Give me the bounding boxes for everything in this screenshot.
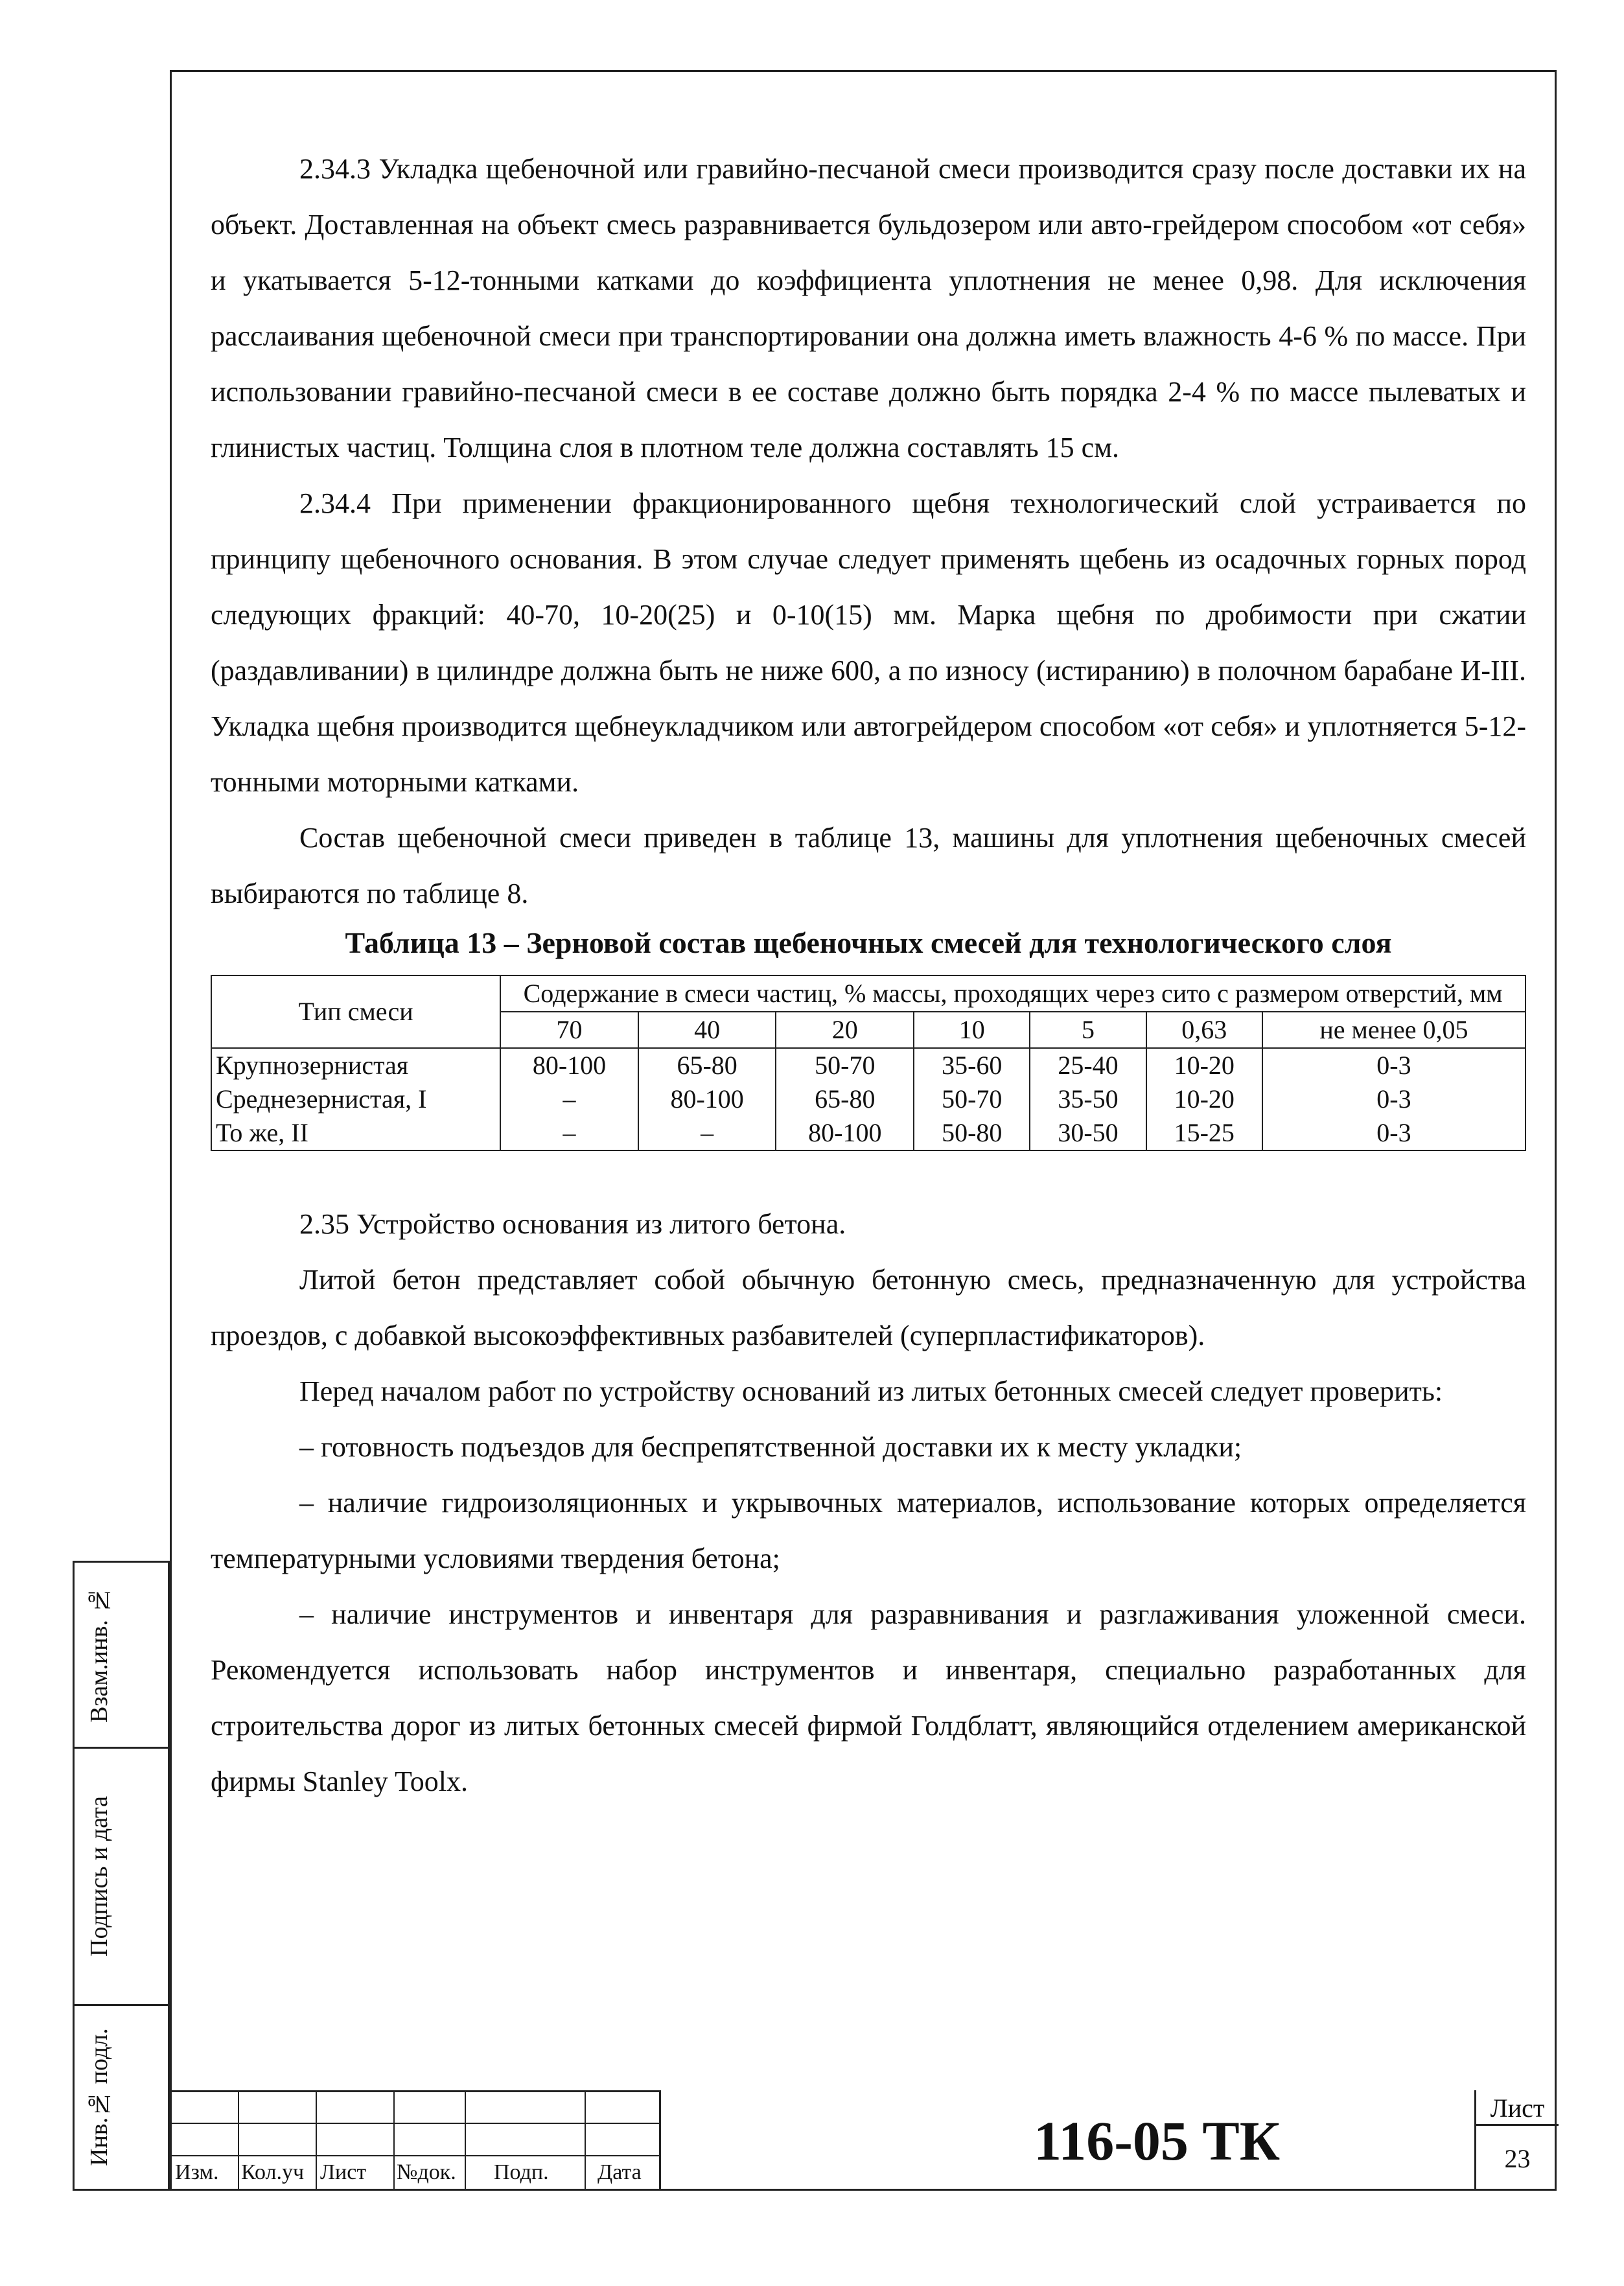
side-label-podpis: Подпись и дата	[86, 1795, 113, 1957]
list-item: – готовность подъездов для беспрепятственной доставки их к месту укладки;	[299, 1431, 1242, 1463]
table-row	[211, 1116, 1525, 1150]
paragraph-2-34-4: 2.34.4 При применении фракционированного щебня технологический слой устраивается по принципу щебеночного основания. В этом случае следует применять щебень из осадочных горных пород следующих фракций: 40-70, 10-20(25) и 0-10(15) мм. Марка щебня по дробимости при сжатии (раздавливании) в цилиндре должна быть не ниже 600, а по износу (истиранию) в полочном барабане И-III. Укладка щебня производится щебнеукладчиком или автогрейдером способом «от себя» и уплотняется 5-12-тонными моторными катками.	[211, 487, 1526, 798]
side-cell-vzam	[73, 1561, 170, 1749]
col-type-header: Тип смеси	[211, 975, 500, 1048]
cell-type: Крупнозернистая	[211, 1048, 500, 1082]
col-size: 70	[500, 1012, 638, 1048]
stamp-ndok: №док.	[397, 2160, 456, 2184]
document-code: 116-05 ТК	[1033, 2109, 1281, 2172]
cell-value: 50-70	[776, 1048, 914, 1082]
stamp-podp: Подп.	[494, 2160, 549, 2184]
table-row	[211, 1048, 1525, 1082]
col-size: не менее 0,05	[1262, 1012, 1525, 1048]
cell-value: 50-70	[914, 1082, 1030, 1116]
cell-value: 80-100	[638, 1082, 776, 1116]
cell-value: 80-100	[776, 1116, 914, 1150]
side-stamp	[73, 1561, 170, 2191]
stamp-list: Лист	[320, 2160, 367, 2184]
cell-value: 35-50	[1030, 1082, 1146, 1116]
cell-value: 35-60	[914, 1048, 1030, 1082]
cell-value: –	[638, 1116, 776, 1150]
side-cell-podpis	[73, 1747, 170, 2006]
sheet-box	[1474, 2090, 1559, 2191]
col-group-header: Содержание в смеси частиц, % массы, проходящих через сито с размером отверстий, мм	[500, 975, 1525, 1012]
table-13	[211, 975, 1526, 1151]
side-label-vzam: Взам.инв. №	[86, 1586, 113, 1723]
col-size: 10	[914, 1012, 1030, 1048]
stamp-data: Дата	[597, 2160, 642, 2184]
cell-value: 15-25	[1146, 1116, 1262, 1150]
title-block	[170, 2090, 1557, 2191]
cell-value: 80-100	[500, 1048, 638, 1082]
paragraph-check-list: Перед началом работ по устройству оснований из литых бетонных смесей следует проверить:	[299, 1375, 1443, 1407]
cell-value: 0-3	[1262, 1116, 1525, 1150]
cell-value: –	[500, 1116, 638, 1150]
paragraph-table-ref: Состав щебеночной смеси приведен в таблице 13, машины для уплотнения щебеночных смесей выбираются по таблице 8.	[211, 822, 1526, 909]
side-cell-inv	[73, 2004, 170, 2191]
col-size: 0,63	[1146, 1012, 1262, 1048]
cell-value: 50-80	[914, 1116, 1030, 1150]
col-size: 20	[776, 1012, 914, 1048]
list-item: – наличие инструментов и инвентаря для разравнивания и разглаживания уложенной смеси. Рекомендуется использовать набор инструментов и инвентаря, специально разработанных для строительства дорог из литых бетонных смесей фирмой Голдблатт, являющийся отделением американской фирмы Stanley Toolx.	[211, 1598, 1526, 1797]
cell-value: 0-3	[1262, 1048, 1525, 1082]
cell-value: 65-80	[776, 1082, 914, 1116]
sheet-label: Лист	[1476, 2090, 1559, 2126]
stamp-kol: Кол.уч	[241, 2160, 305, 2184]
cell-type: Среднезернистая, I	[211, 1082, 500, 1116]
stamp-grid	[170, 2090, 661, 2191]
cell-value: 65-80	[638, 1048, 776, 1082]
stamp-izm: Изм.	[175, 2160, 219, 2184]
sheet-number: 23	[1504, 2143, 1531, 2173]
table-13-caption: Таблица 13 – Зерновой состав щебеночных смесей для технологического слоя	[345, 926, 1392, 959]
col-size: 40	[638, 1012, 776, 1048]
cell-value: 25-40	[1030, 1048, 1146, 1082]
table-row	[211, 1082, 1525, 1116]
side-label-inv: Инв.№ подл.	[86, 2028, 113, 2167]
paragraph-cast-concrete: Литой бетон представляет собой обычную бетонную смесь, предназначенную для устройства проездов, с добавкой высокоэффективных разбавителей (суперпластификаторов).	[211, 1264, 1526, 1351]
cell-value: 10-20	[1146, 1082, 1262, 1116]
cell-value: 0-3	[1262, 1082, 1525, 1116]
paragraph-2-35: 2.35 Устройство основания из литого бетона.	[299, 1208, 846, 1240]
list-item: – наличие гидроизоляционных и укрывочных материалов, использование которых определяется температурными условиями твердения бетона;	[211, 1487, 1526, 1574]
cell-type: То же, II	[211, 1116, 500, 1150]
col-size: 5	[1030, 1012, 1146, 1048]
document-body	[211, 141, 1526, 1810]
cell-value: 10-20	[1146, 1048, 1262, 1082]
cell-value: –	[500, 1082, 638, 1116]
cell-value: 30-50	[1030, 1116, 1146, 1150]
paragraph-2-34-3: 2.34.3 Укладка щебеночной или гравийно-песчаной смеси производится сразу после доставки их на объект. Доставленная на объект смесь разравнивается бульдозером или авто-грейдером способом «от себя» и укатывается 5-12-тонными катками до коэффициента уплотнения не менее 0,98. Для исключения расслаивания щебеночной смеси при транспортировании она должна иметь влажность 4-6 % по массе. При использовании гравийно-песчаной смеси в ее составе должно быть порядка 2-4 % по массе пылеватых и глинистых частиц. Толщина слоя в плотном теле должна составлять 15 см.	[211, 153, 1526, 463]
